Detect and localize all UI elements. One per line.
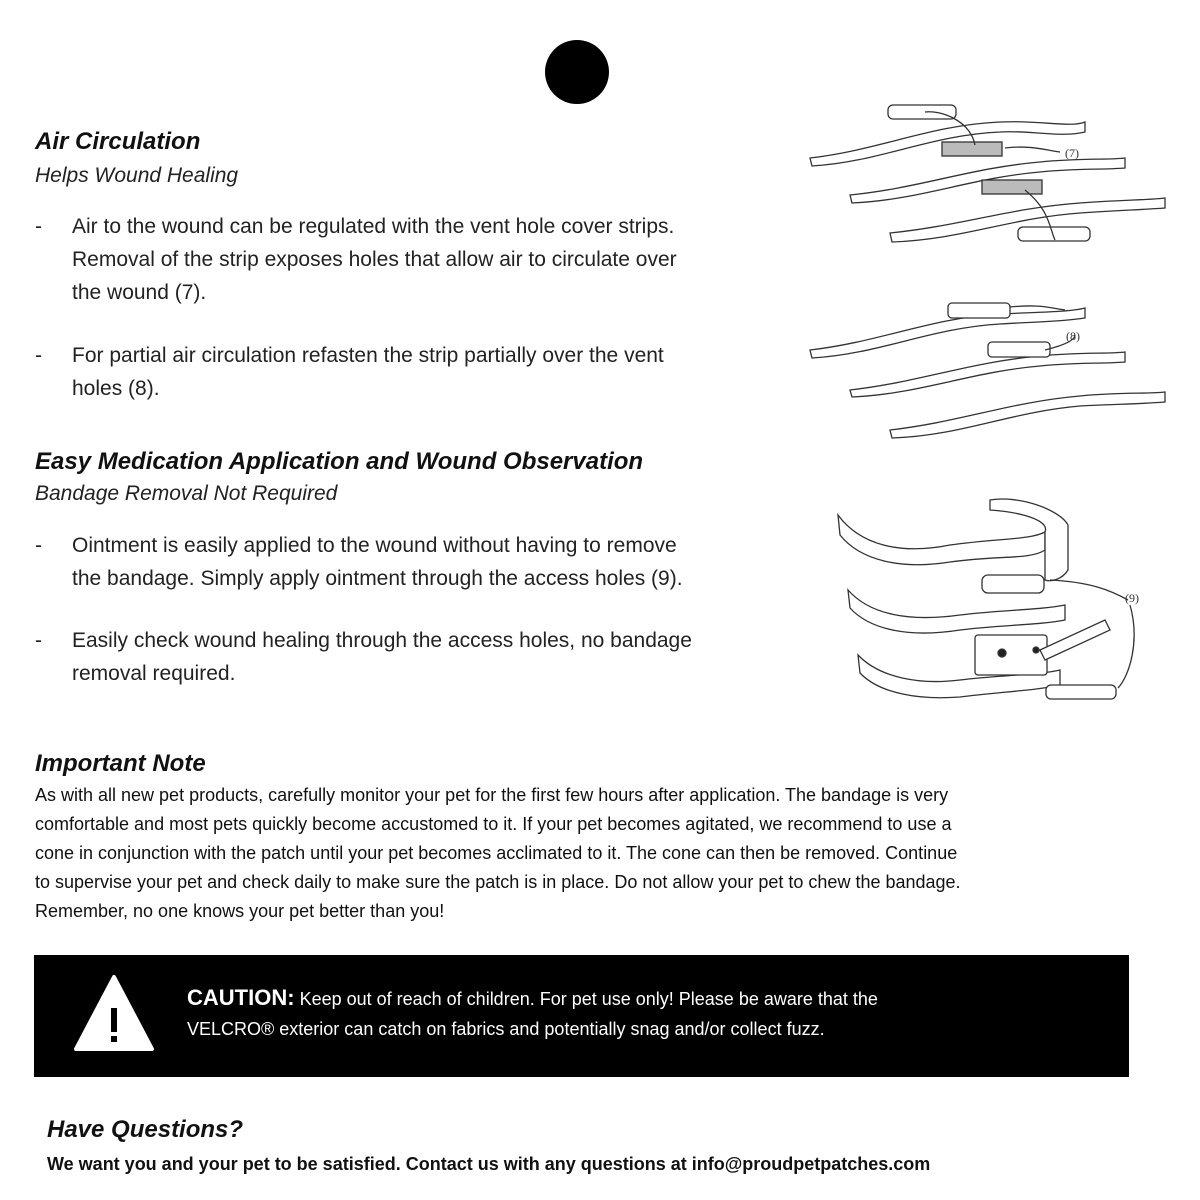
- bandage-wrap-fig9: [838, 499, 1134, 699]
- questions-heading: Have Questions?: [47, 1116, 244, 1143]
- air-circulation-heading: Air Circulation: [35, 128, 201, 155]
- caution-text-line2: VELCRO® exterior can catch on fabrics and potentially snag and/or collect fuzz.: [187, 1019, 825, 1039]
- bullet-item: [35, 210, 677, 309]
- bullet-line: Air to the wound can be regulated with the vent hole cover strips.: [72, 215, 675, 238]
- note-line: comfortable and most pets quickly become accustomed to it. If your pet becomes agitated, we recommend to use a: [35, 814, 952, 834]
- important-note-heading: Important Note: [35, 750, 206, 777]
- bullet-dash: -: [35, 344, 42, 367]
- note-line: cone in conjunction with the patch until your pet becomes acclimated to it. The cone can then be removed. Continue: [35, 843, 958, 863]
- bullet-line: Removal of the strip exposes holes that allow air to circulate over: [72, 248, 677, 271]
- medication-heading: Easy Medication Application and Wound Observation: [35, 448, 644, 475]
- figure-label-9: (9): [1125, 591, 1139, 605]
- figure-label-7: (7): [1065, 146, 1079, 160]
- vent-strip-removal-illustration: [800, 100, 1180, 700]
- bandage-strips-fig8: [810, 303, 1165, 438]
- caution-text-line1: Keep out of reach of children. For pet use only! Please be aware that the: [299, 989, 878, 1009]
- bullet-line: the wound (7).: [72, 281, 207, 304]
- figure-label-8: (8): [1066, 329, 1080, 343]
- bullet-line: holes (8).: [72, 377, 160, 400]
- bandage-strips-fig7: [810, 105, 1165, 242]
- bullet-line: Easily check wound healing through the access holes, no bandage: [72, 629, 692, 652]
- caution-label: CAUTION:: [187, 985, 295, 1010]
- bullet-line: Ointment is easily applied to the wound without having to remove: [72, 534, 677, 557]
- bullet-item: [35, 624, 692, 690]
- caution-banner: [34, 955, 1129, 1077]
- medication-subtitle: Bandage Removal Not Required: [35, 482, 338, 505]
- bullet-item: [35, 529, 683, 595]
- contact-text: We want you and your pet to be satisfied. Contact us with any questions at info@proudpetpatches.com: [47, 1154, 931, 1174]
- warning-triangle-icon: [74, 973, 154, 1053]
- bullet-dash: -: [35, 534, 42, 557]
- note-line: to supervise your pet and check daily to make sure the patch is in place. Do not allow your pet to chew the bandage.: [35, 872, 961, 892]
- bullet-dash: -: [35, 215, 42, 238]
- bullet-dash: -: [35, 629, 42, 652]
- air-circulation-subtitle: Helps Wound Healing: [35, 164, 239, 187]
- important-note-body: [35, 781, 961, 926]
- note-line: As with all new pet products, carefully monitor your pet for the first few hours after application. The bandage is very: [35, 785, 949, 805]
- bullet-line: the bandage. Simply apply ointment through the access holes (9).: [72, 567, 683, 590]
- note-line: Remember, no one knows your pet better than you!: [35, 901, 445, 921]
- bullet-line: removal required.: [72, 662, 236, 685]
- bullet-line: For partial air circulation refasten the strip partially over the vent: [72, 344, 664, 367]
- bullet-item: [35, 339, 664, 405]
- page-marker-dot: [545, 40, 609, 104]
